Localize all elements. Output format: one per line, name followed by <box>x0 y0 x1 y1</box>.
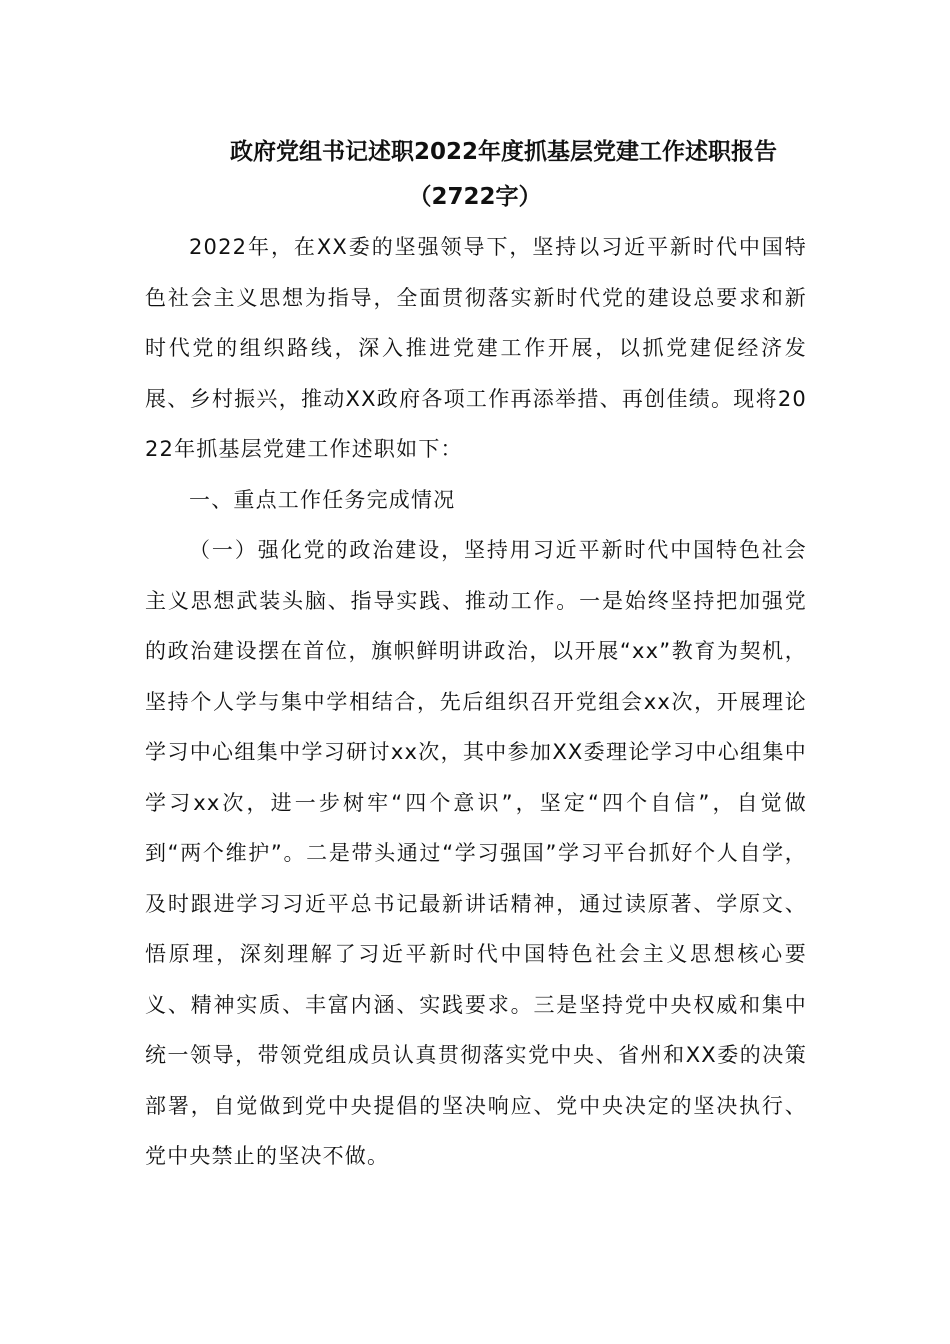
section-heading: 一、重点工作任务完成情况 <box>189 487 456 512</box>
document-body <box>145 222 807 1182</box>
intro-paragraph: 2022年，在XX委的坚强领导下，坚持以习近平新时代中国特色社会主义思想为指导，全面贯彻落实新时代党的建设总要求和新时代党的组织路线，深入推进党建工作开展，以抓党建促经济发展、乡村振兴，推动XX政府各项工作再添举措、再创佳绩。现将2022年抓基层党建工作述职如下： <box>145 235 807 461</box>
document-subtitle: （2722字） <box>408 184 542 210</box>
section-paragraph: （一）强化党的政治建设，坚持用习近平新时代中国特色社会主义思想武装头脑、指导实践、推动工作。一是始终坚持把加强党的政治建设摆在首位，旗帜鲜明讲政治，以开展“xx”教育为契机，坚持个人学与集中学相结合，先后组织召开党组会xx次，开展理论学习中心组集中学习研讨xx次，其中参加XX委理论学习中心组集中学习xx次，进一步树牢“四个意识”，坚定“四个自信”，自觉做到“两个维护”。二是带头通过“学习强国”学习平台抓好个人自学，及时跟进学习习近平总书记最新讲话精神，通过读原著、学原文、悟原理，深刻理解了习近平新时代中国特色社会主义思想核心要义、精神实质、丰富内涵、实践要求。三是坚持党中央权威和集中统一领导，带领党组成员认真贯彻落实党中央、省州和XX委的决策部署，自觉做到党中央提倡的坚决响应、党中央决定的坚决执行、党中央禁止的坚决不做。 <box>145 538 807 1168</box>
document-title: 政府党组书记述职2022年度抓基层党建工作述职报告 <box>229 139 777 165</box>
